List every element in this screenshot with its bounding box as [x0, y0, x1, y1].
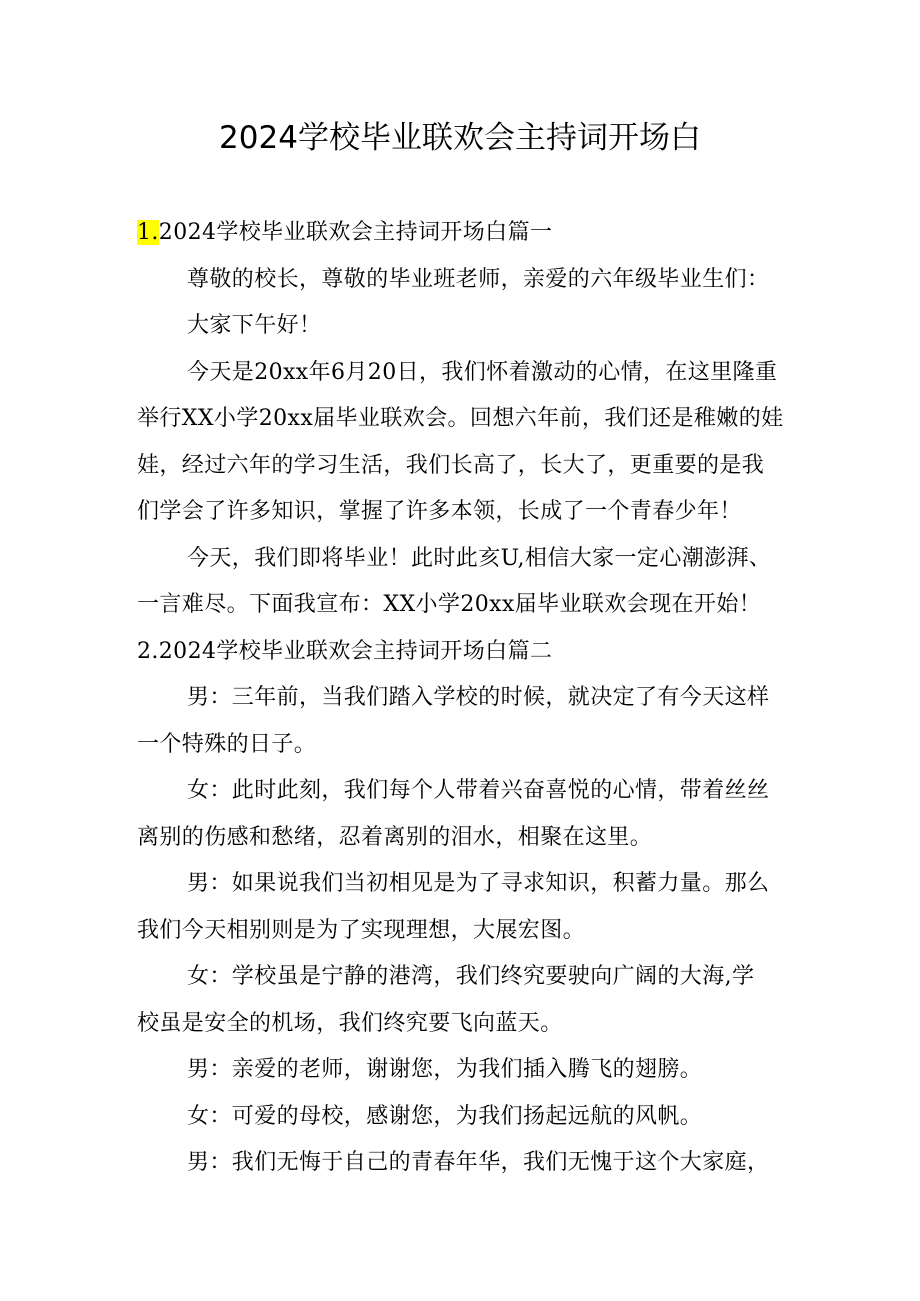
paragraph-line: 男：我们无悔于自己的青春年华，我们无愧于这个大家庭， — [187, 1150, 770, 1175]
paragraph-line: 男：亲爱的老师，谢谢您，为我们插入腾飞的翅膀。 — [187, 1057, 703, 1082]
paragraph-line: 尊敬的校长，尊敬的毕业班老师，亲爱的六年级毕业生们： — [187, 266, 770, 292]
document-title: 2024学校毕业联欢会主持词开场白 — [219, 120, 701, 156]
paragraph-line: 女：此时此刻，我们每个人带着兴奋喜悦的心情，带着丝丝 — [187, 778, 770, 803]
paragraph-line: 一言难尽。下面我宣布：XX小学20xx届毕业联欢会现在开始！ — [137, 592, 762, 617]
paragraph-line: 们学会了许多知识，掌握了许多本领，长成了一个青春少年！ — [137, 499, 742, 524]
section-1-heading — [137, 210, 787, 257]
section-2-heading: 2.2024学校毕业联欢会主持词开场白篇二 — [137, 638, 553, 664]
paragraph-line: 男：三年前，当我们踏入学校的时候，就决定了有今天这样 — [187, 685, 770, 710]
paragraph-line: 今天，我们即将毕业！此时此亥U,相信大家一定心潮澎湃、 — [187, 545, 772, 571]
paragraph-line: 女：学校虽是宁静的港湾，我们终究要驶向广阔的大海,学 — [187, 964, 755, 989]
paragraph-line: 娃，经过六年的学习生活，我们长高了，长大了，更重要的是我 — [137, 452, 765, 478]
paragraph-line: 离别的伤感和愁绪，忍着离别的泪水，相聚在这里。 — [137, 824, 653, 850]
highlighted-number: 1. — [137, 220, 159, 245]
paragraph-line: 女：可爱的母校，感谢您，为我们扬起远航的风帆。 — [187, 1103, 703, 1129]
paragraph-line: 一个特殊的日子。 — [137, 731, 317, 757]
paragraph-line: 大家下午好！ — [187, 313, 322, 338]
section-1-heading-text: 2024学校毕业联欢会主持词开场白篇一 — [158, 220, 553, 245]
paragraph-line: 我们今天相别则是为了实现理想，大展宏图。 — [137, 917, 586, 943]
document-body — [137, 210, 787, 1187]
paragraph-line: 校虽是安全的机场，我们终究要飞向蓝天。 — [137, 1010, 563, 1036]
paragraph-line: 男：如果说我们当初相见是为了寻求知识，积蓄力量。那么 — [187, 871, 770, 896]
paragraph-line: 今天是20xx年6月20日，我们怀着激动的心情，在这里隆重 — [187, 359, 778, 385]
paragraph-line: 举行XX小学20xx届毕业联欢会。回想六年前，我们还是稚嫩的娃 — [137, 406, 784, 431]
